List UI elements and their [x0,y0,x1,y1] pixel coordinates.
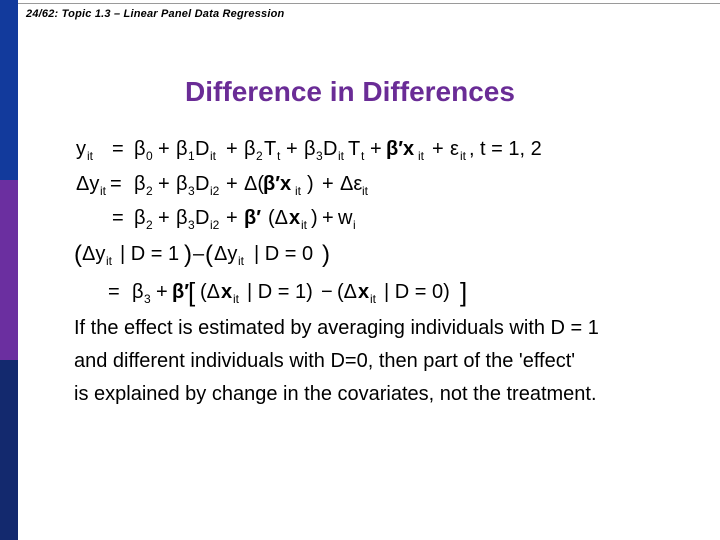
svg-text:β′x: β′x [386,138,415,160]
svg-text:i2: i2 [210,218,220,232]
svg-text:it: it [418,149,424,163]
svg-text:it: it [87,149,93,163]
svg-text:it: it [362,184,368,198]
svg-text:+: + [226,173,238,195]
svg-text:it: it [233,292,239,306]
equation-line-3 [112,207,356,232]
svg-text:+: + [158,138,170,160]
svg-text:3: 3 [188,218,195,232]
svg-text:it: it [338,149,344,163]
svg-text:2: 2 [146,218,153,232]
svg-text:D: D [195,173,210,195]
svg-text:D: D [323,138,338,160]
svg-text:3: 3 [188,184,195,198]
svg-text:it: it [238,254,244,268]
sidebar-block-bottom [0,360,18,540]
slide-title-text: Difference in Differences [185,76,515,107]
svg-text:2: 2 [146,184,153,198]
equation-line-1 [76,138,542,163]
svg-text:t: t [361,149,365,163]
svg-text:]: ] [460,277,468,307]
explanation-paragraph [74,312,694,411]
svg-text:Δy: Δy [214,243,238,265]
svg-text:−: − [321,281,333,303]
svg-text:β′x: β′x [263,173,292,195]
svg-text:D: D [195,207,210,229]
svg-text:(: ( [74,241,82,268]
svg-text:Δε: Δε [340,173,363,195]
slide-header: 24/62: Topic 1.3 – Linear Panel Data Regression [26,8,285,20]
svg-text:β: β [176,138,188,160]
svg-text:β: β [176,173,188,195]
svg-text:(Δ: (Δ [200,281,221,303]
svg-text:+: + [370,138,382,160]
svg-text:x: x [358,281,370,303]
svg-text:0: 0 [146,149,153,163]
svg-text:Δy: Δy [82,243,106,265]
svg-text:x: x [289,207,301,229]
svg-text:+: + [286,138,298,160]
svg-text:T: T [264,138,277,160]
svg-text:=: = [108,281,120,303]
svg-text:β: β [134,138,146,160]
svg-text:+: + [226,207,238,229]
paragraph-line-3: is explained by change in the covariates, not the treatment. [74,383,597,405]
svg-text:β: β [244,138,256,160]
equation-line-2 [76,173,369,198]
svg-text:=: = [112,207,124,229]
svg-text:(Δ: (Δ [268,207,289,229]
svg-text:Δ(: Δ( [244,173,265,195]
svg-text:=: = [110,173,122,195]
svg-text:2: 2 [256,149,263,163]
svg-text:| D = 0): | D = 0) [384,281,450,303]
svg-text:β: β [176,207,188,229]
svg-text:+: + [432,138,444,160]
svg-text:): ) [307,173,314,195]
svg-text:,: , [469,138,475,160]
svg-text:it: it [210,149,216,163]
svg-text:–: – [193,243,205,265]
svg-text:| D = 1): | D = 1) [247,281,313,303]
svg-text:+: + [158,207,170,229]
svg-text:[: [ [188,277,196,307]
svg-text:| D = 1: | D = 1 [120,243,180,265]
svg-text:t = 1, 2: t = 1, 2 [480,138,542,160]
svg-text:=: = [112,138,124,160]
svg-text:t: t [277,149,281,163]
svg-text:β: β [134,207,146,229]
svg-text:+: + [156,281,168,303]
svg-text:1: 1 [188,149,195,163]
svg-text:w: w [338,207,353,229]
svg-text:it: it [370,292,376,306]
svg-text:+: + [226,138,238,160]
svg-text:β′: β′ [172,281,190,303]
svg-text:(Δ: (Δ [337,281,358,303]
svg-text:i: i [353,218,356,232]
svg-text:3: 3 [144,292,151,306]
equation-line-4 [74,241,330,268]
svg-text:Δy: Δy [76,173,100,195]
paragraph-line-1: If the effect is estimated by averaging individuals with D = 1 [74,317,599,339]
svg-text:it: it [100,184,106,198]
equation-line-5 [108,277,467,307]
svg-text:y: y [76,138,86,160]
svg-text:it: it [295,184,301,198]
svg-text:): ) [184,241,192,268]
svg-text:β: β [134,173,146,195]
svg-text:+: + [322,207,334,229]
svg-text:β: β [304,138,316,160]
svg-text:3: 3 [316,149,323,163]
svg-text:it: it [301,218,307,232]
svg-text:it: it [460,149,466,163]
svg-text:T: T [348,138,361,160]
svg-text:D: D [195,138,210,160]
svg-text:it: it [106,254,112,268]
svg-text:(: ( [205,241,213,268]
svg-text:+: + [158,173,170,195]
svg-text:| D = 0: | D = 0 [254,243,314,265]
paragraph-line-2: and different individuals with D=0, then part of the 'effect' [74,350,576,372]
svg-text:ε: ε [450,138,459,160]
svg-text:+: + [322,173,334,195]
svg-text:β′: β′ [244,207,262,229]
svg-text:): ) [322,241,330,268]
svg-text:i2: i2 [210,184,220,198]
svg-text:): ) [311,207,318,229]
svg-text:β: β [132,281,144,303]
svg-text:x: x [221,281,233,303]
